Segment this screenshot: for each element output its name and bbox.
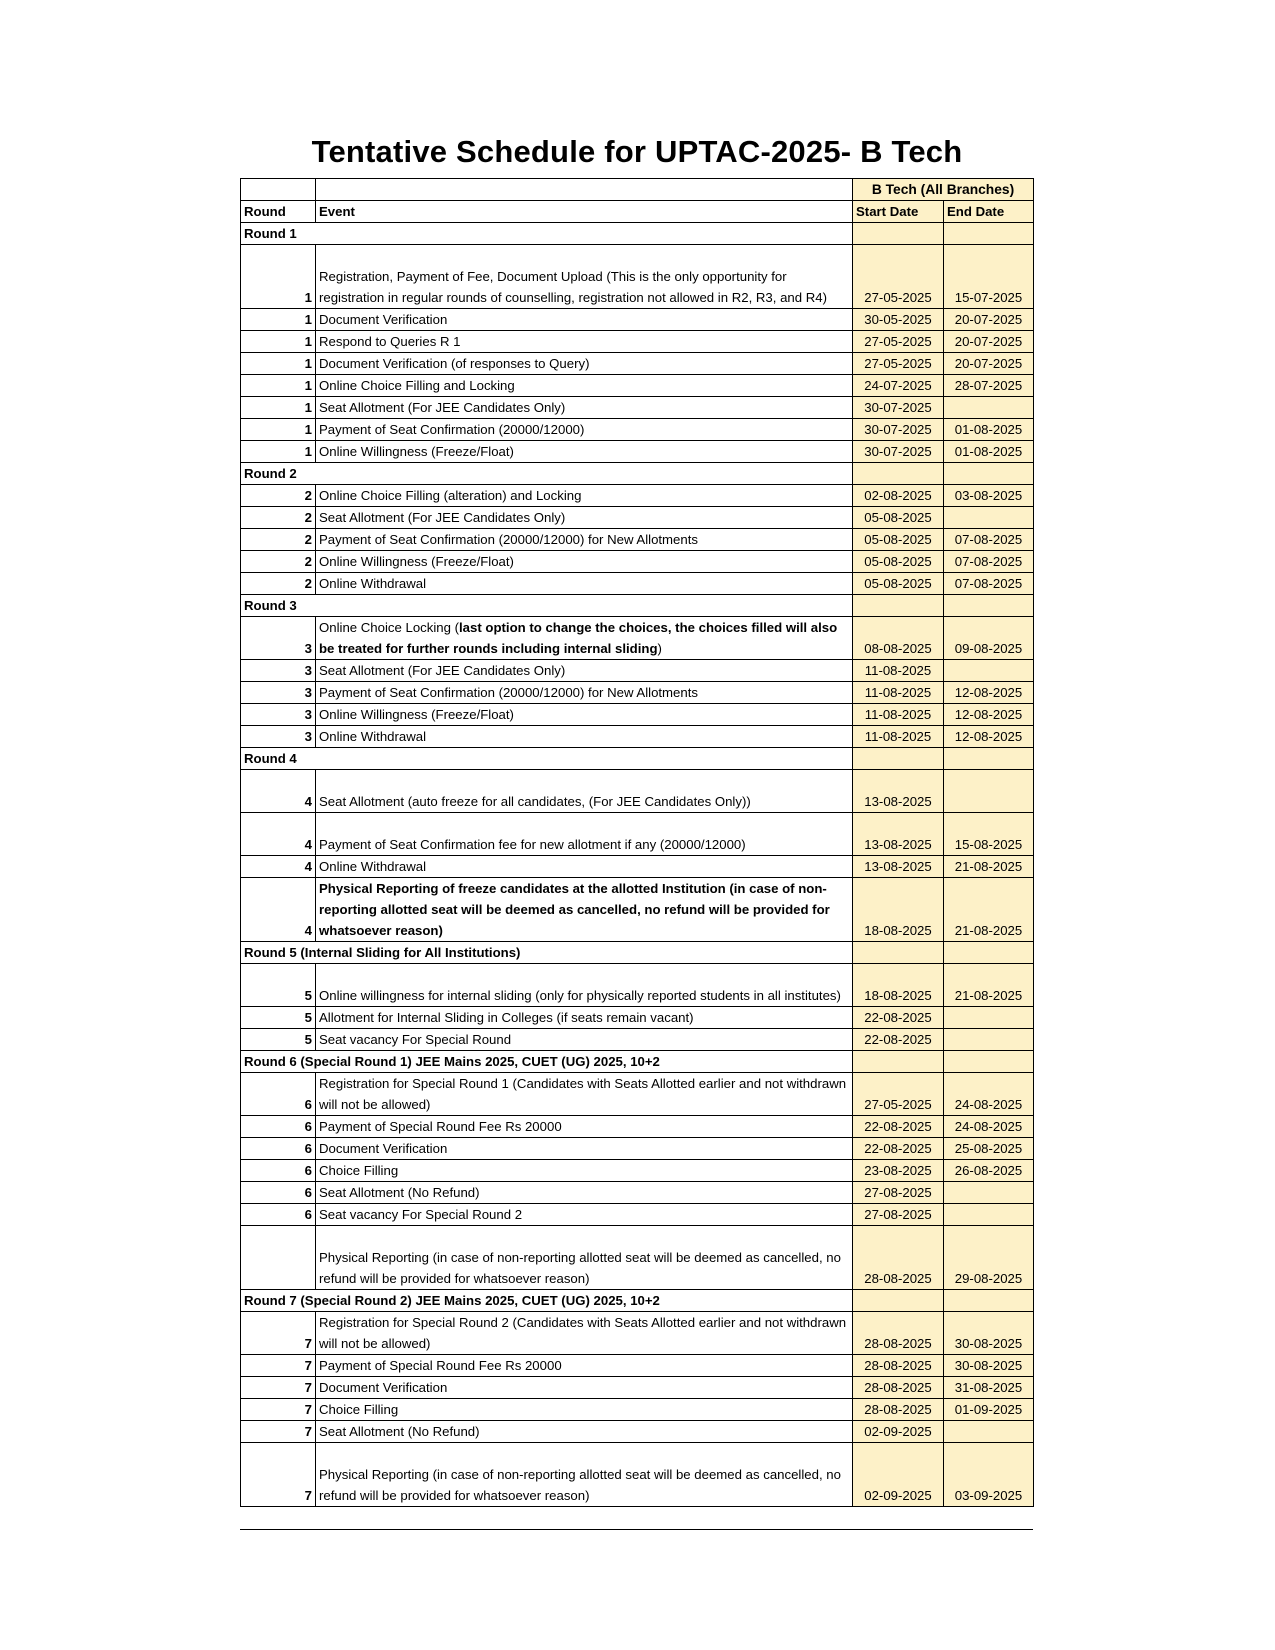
round-label: Round 7 (Special Round 2) JEE Mains 2025, CUET (UG) 2025, 10+2 — [241, 1290, 853, 1312]
round-number: 5 — [241, 1029, 316, 1051]
end-date: 20-07-2025 — [944, 309, 1034, 331]
end-date: 03-08-2025 — [944, 485, 1034, 507]
event-cell: Choice Filling — [316, 1399, 853, 1421]
round-header-row — [241, 942, 1034, 964]
round-label: Round 5 (Internal Sliding for All Institutions) — [241, 942, 853, 964]
round-number: 1 — [241, 245, 316, 309]
event-cell: Document Verification — [316, 309, 853, 331]
round-header-row — [241, 223, 1034, 245]
round-label: Round 1 — [241, 223, 853, 245]
event-emphasis: last option to change the choices, the choices filled will also be treated for further rounds including internal sliding — [319, 620, 838, 656]
round-number: 2 — [241, 551, 316, 573]
round-number: 4 — [241, 878, 316, 942]
event-cell: Seat Allotment (auto freeze for all candidates, (For JEE Candidates Only)) — [316, 770, 853, 813]
round-number: 1 — [241, 353, 316, 375]
table-row — [241, 704, 1034, 726]
table-row — [241, 770, 1034, 813]
round-label: Round 4 — [241, 748, 853, 770]
event-cell: Registration for Special Round 1 (Candidates with Seats Allotted earlier and not withdrawn will not be allowed) — [316, 1073, 853, 1116]
table-row — [241, 1073, 1034, 1116]
start-date: 05-08-2025 — [853, 573, 944, 595]
table-row — [241, 660, 1034, 682]
end-date — [944, 1204, 1034, 1226]
event-cell: Seat Allotment (No Refund) — [316, 1421, 853, 1443]
end-date: 01-08-2025 — [944, 441, 1034, 463]
event-cell: Seat vacancy For Special Round 2 — [316, 1204, 853, 1226]
start-date: 28-08-2025 — [853, 1399, 944, 1421]
end-date: 25-08-2025 — [944, 1138, 1034, 1160]
round-label: Round 2 — [241, 463, 853, 485]
event-cell: Payment of Special Round Fee Rs 20000 — [316, 1355, 853, 1377]
end-date: 21-08-2025 — [944, 878, 1034, 942]
event-cell: Payment of Seat Confirmation fee for new allotment if any (20000/12000) — [316, 813, 853, 856]
table-row — [241, 682, 1034, 704]
table-row — [241, 726, 1034, 748]
event-cell — [316, 617, 853, 660]
round-number: 4 — [241, 770, 316, 813]
end-date: 20-07-2025 — [944, 353, 1034, 375]
bottom-divider — [240, 1529, 1033, 1530]
event-cell: Seat Allotment (No Refund) — [316, 1182, 853, 1204]
event-cell: Seat Allotment (For JEE Candidates Only) — [316, 660, 853, 682]
event-text: Online Choice Locking ( — [319, 620, 460, 635]
round-header-row — [241, 1290, 1034, 1312]
start-date: 11-08-2025 — [853, 726, 944, 748]
round-number: 4 — [241, 813, 316, 856]
round-number: 2 — [241, 573, 316, 595]
end-date: 24-08-2025 — [944, 1116, 1034, 1138]
event-cell: Allotment for Internal Sliding in Colleges (if seats remain vacant) — [316, 1007, 853, 1029]
event-cell: Seat Allotment (For JEE Candidates Only) — [316, 397, 853, 419]
round-number — [241, 1226, 316, 1290]
round-number: 6 — [241, 1138, 316, 1160]
table-row — [241, 485, 1034, 507]
round-number: 4 — [241, 856, 316, 878]
end-date — [944, 660, 1034, 682]
event-cell: Choice Filling — [316, 1160, 853, 1182]
end-date — [944, 1029, 1034, 1051]
group-header-row — [241, 179, 1034, 201]
round-number: 6 — [241, 1204, 316, 1226]
round-number: 6 — [241, 1116, 316, 1138]
table-row — [241, 1204, 1034, 1226]
round-number: 6 — [241, 1182, 316, 1204]
round-number: 1 — [241, 309, 316, 331]
end-date — [944, 397, 1034, 419]
col-header-end: End Date — [944, 201, 1034, 223]
start-date: 08-08-2025 — [853, 617, 944, 660]
event-cell: Online willingness for internal sliding (only for physically reported students in all institutes) — [316, 964, 853, 1007]
event-cell: Seat Allotment (For JEE Candidates Only) — [316, 507, 853, 529]
page-title: Tentative Schedule for UPTAC-2025- B Tech — [311, 134, 963, 169]
start-date: 28-08-2025 — [853, 1377, 944, 1399]
start-date: 27-08-2025 — [853, 1204, 944, 1226]
start-date: 18-08-2025 — [853, 964, 944, 1007]
start-date: 05-08-2025 — [853, 529, 944, 551]
btech-group-header: B Tech (All Branches) — [853, 179, 1034, 201]
start-date: 22-08-2025 — [853, 1029, 944, 1051]
table-row — [241, 353, 1034, 375]
start-date: 02-08-2025 — [853, 485, 944, 507]
event-cell: Payment of Seat Confirmation (20000/12000) — [316, 419, 853, 441]
end-date: 24-08-2025 — [944, 1073, 1034, 1116]
start-date: 22-08-2025 — [853, 1116, 944, 1138]
table-row — [241, 529, 1034, 551]
start-date: 30-07-2025 — [853, 441, 944, 463]
table-row — [241, 617, 1034, 660]
round-label: Round 3 — [241, 595, 853, 617]
event-cell: Payment of Special Round Fee Rs 20000 — [316, 1116, 853, 1138]
round-number: 3 — [241, 617, 316, 660]
round-number: 3 — [241, 726, 316, 748]
end-date: 29-08-2025 — [944, 1226, 1034, 1290]
end-date: 15-08-2025 — [944, 813, 1034, 856]
start-date: 27-08-2025 — [853, 1182, 944, 1204]
round-number: 6 — [241, 1160, 316, 1182]
round-number: 2 — [241, 485, 316, 507]
end-date: 01-09-2025 — [944, 1399, 1034, 1421]
start-date: 30-05-2025 — [853, 309, 944, 331]
table-row — [241, 813, 1034, 856]
event-cell: Physical Reporting (in case of non-reporting allotted seat will be deemed as cancelled, no refund will be provided for whatsoever reason) — [316, 1226, 853, 1290]
round-label: Round 6 (Special Round 1) JEE Mains 2025, CUET (UG) 2025, 10+2 — [241, 1051, 853, 1073]
round-number: 7 — [241, 1399, 316, 1421]
start-date: 05-08-2025 — [853, 551, 944, 573]
table-row — [241, 1312, 1034, 1355]
col-header-event: Event — [316, 201, 853, 223]
round-header-row — [241, 595, 1034, 617]
event-cell: Payment of Seat Confirmation (20000/12000) for New Allotments — [316, 529, 853, 551]
table-row — [241, 1160, 1034, 1182]
start-date: 22-08-2025 — [853, 1138, 944, 1160]
end-date: 07-08-2025 — [944, 529, 1034, 551]
col-header-round: Round — [241, 201, 316, 223]
round-number: 7 — [241, 1421, 316, 1443]
table-row — [241, 1007, 1034, 1029]
start-date: 23-08-2025 — [853, 1160, 944, 1182]
event-cell: Registration for Special Round 2 (Candidates with Seats Allotted earlier and not withdrawn will not be allowed) — [316, 1312, 853, 1355]
table-row — [241, 397, 1034, 419]
start-date: 22-08-2025 — [853, 1007, 944, 1029]
end-date: 01-08-2025 — [944, 419, 1034, 441]
table-row — [241, 331, 1034, 353]
start-date: 11-08-2025 — [853, 682, 944, 704]
end-date: 12-08-2025 — [944, 704, 1034, 726]
start-date: 18-08-2025 — [853, 878, 944, 942]
start-date: 28-08-2025 — [853, 1312, 944, 1355]
start-date: 28-08-2025 — [853, 1226, 944, 1290]
end-date: 30-08-2025 — [944, 1355, 1034, 1377]
start-date: 30-07-2025 — [853, 419, 944, 441]
end-date — [944, 1182, 1034, 1204]
end-date: 31-08-2025 — [944, 1377, 1034, 1399]
table-row — [241, 1226, 1034, 1290]
table-row — [241, 878, 1034, 942]
round-header-row — [241, 463, 1034, 485]
start-date: 27-05-2025 — [853, 353, 944, 375]
event-text: ) — [657, 641, 662, 656]
end-date: 15-07-2025 — [944, 245, 1034, 309]
round-header-row — [241, 1051, 1034, 1073]
round-number: 1 — [241, 331, 316, 353]
round-number: 3 — [241, 660, 316, 682]
end-date — [944, 507, 1034, 529]
table-row — [241, 1443, 1034, 1507]
end-date: 12-08-2025 — [944, 726, 1034, 748]
start-date: 30-07-2025 — [853, 397, 944, 419]
end-date: 03-09-2025 — [944, 1443, 1034, 1507]
event-cell: Online Withdrawal — [316, 856, 853, 878]
event-cell: Seat vacancy For Special Round — [316, 1029, 853, 1051]
column-header-row — [241, 201, 1034, 223]
table-row — [241, 441, 1034, 463]
round-number: 1 — [241, 375, 316, 397]
event-cell: Document Verification — [316, 1138, 853, 1160]
start-date: 13-08-2025 — [853, 856, 944, 878]
event-cell: Online Choice Filling and Locking — [316, 375, 853, 397]
event-cell: Respond to Queries R 1 — [316, 331, 853, 353]
end-date: 07-08-2025 — [944, 573, 1034, 595]
event-cell: Document Verification — [316, 1377, 853, 1399]
start-date: 24-07-2025 — [853, 375, 944, 397]
round-number: 1 — [241, 419, 316, 441]
table-row — [241, 1399, 1034, 1421]
table-row — [241, 1377, 1034, 1399]
table-row — [241, 856, 1034, 878]
col-header-start: Start Date — [853, 201, 944, 223]
end-date — [944, 1007, 1034, 1029]
table-row — [241, 419, 1034, 441]
round-number: 7 — [241, 1377, 316, 1399]
end-date: 07-08-2025 — [944, 551, 1034, 573]
end-date — [944, 1421, 1034, 1443]
start-date: 11-08-2025 — [853, 704, 944, 726]
event-cell: Online Choice Filling (alteration) and Locking — [316, 485, 853, 507]
round-number: 7 — [241, 1355, 316, 1377]
start-date: 02-09-2025 — [853, 1421, 944, 1443]
end-date: 28-07-2025 — [944, 375, 1034, 397]
round-number: 7 — [241, 1443, 316, 1507]
round-number: 3 — [241, 704, 316, 726]
table-row — [241, 1138, 1034, 1160]
table-row — [241, 1116, 1034, 1138]
schedule-table — [240, 178, 1034, 1507]
end-date: 21-08-2025 — [944, 856, 1034, 878]
event-cell: Document Verification (of responses to Query) — [316, 353, 853, 375]
event-cell: Online Withdrawal — [316, 726, 853, 748]
round-number: 2 — [241, 529, 316, 551]
table-row — [241, 1355, 1034, 1377]
start-date: 27-05-2025 — [853, 1073, 944, 1116]
start-date: 05-08-2025 — [853, 507, 944, 529]
round-number: 5 — [241, 964, 316, 1007]
round-header-row — [241, 748, 1034, 770]
start-date: 27-05-2025 — [853, 245, 944, 309]
start-date: 27-05-2025 — [853, 331, 944, 353]
start-date: 02-09-2025 — [853, 1443, 944, 1507]
start-date: 13-08-2025 — [853, 813, 944, 856]
event-cell: Online Willingness (Freeze/Float) — [316, 441, 853, 463]
start-date: 11-08-2025 — [853, 660, 944, 682]
end-date: 30-08-2025 — [944, 1312, 1034, 1355]
table-row — [241, 309, 1034, 331]
round-number: 6 — [241, 1073, 316, 1116]
event-cell: Physical Reporting of freeze candidates at the allotted Institution (in case of non-reporting allotted seat will be deemed as cancelled, no refund will be provided for whatsoever reason) — [316, 878, 853, 942]
table-row — [241, 964, 1034, 1007]
table-row — [241, 507, 1034, 529]
event-cell: Physical Reporting (in case of non-reporting allotted seat will be deemed as cancelled, no refund will be provided for whatsoever reason) — [316, 1443, 853, 1507]
end-date: 26-08-2025 — [944, 1160, 1034, 1182]
event-cell: Payment of Seat Confirmation (20000/12000) for New Allotments — [316, 682, 853, 704]
table-row — [241, 375, 1034, 397]
end-date — [944, 770, 1034, 813]
round-number: 2 — [241, 507, 316, 529]
round-number: 5 — [241, 1007, 316, 1029]
end-date: 09-08-2025 — [944, 617, 1034, 660]
event-cell: Online Willingness (Freeze/Float) — [316, 704, 853, 726]
round-number: 1 — [241, 441, 316, 463]
end-date: 12-08-2025 — [944, 682, 1034, 704]
table-row — [241, 1421, 1034, 1443]
table-row — [241, 1182, 1034, 1204]
round-number: 7 — [241, 1312, 316, 1355]
event-cell: Online Withdrawal — [316, 573, 853, 595]
end-date: 21-08-2025 — [944, 964, 1034, 1007]
round-number: 3 — [241, 682, 316, 704]
table-row — [241, 245, 1034, 309]
table-row — [241, 573, 1034, 595]
table-row — [241, 1029, 1034, 1051]
round-number: 1 — [241, 397, 316, 419]
table-row — [241, 551, 1034, 573]
start-date: 28-08-2025 — [853, 1355, 944, 1377]
start-date: 13-08-2025 — [853, 770, 944, 813]
end-date: 20-07-2025 — [944, 331, 1034, 353]
event-cell: Online Willingness (Freeze/Float) — [316, 551, 853, 573]
event-cell: Registration, Payment of Fee, Document Upload (This is the only opportunity for registration in regular rounds of counselling, registration not allowed in R2, R3, and R4) — [316, 245, 853, 309]
